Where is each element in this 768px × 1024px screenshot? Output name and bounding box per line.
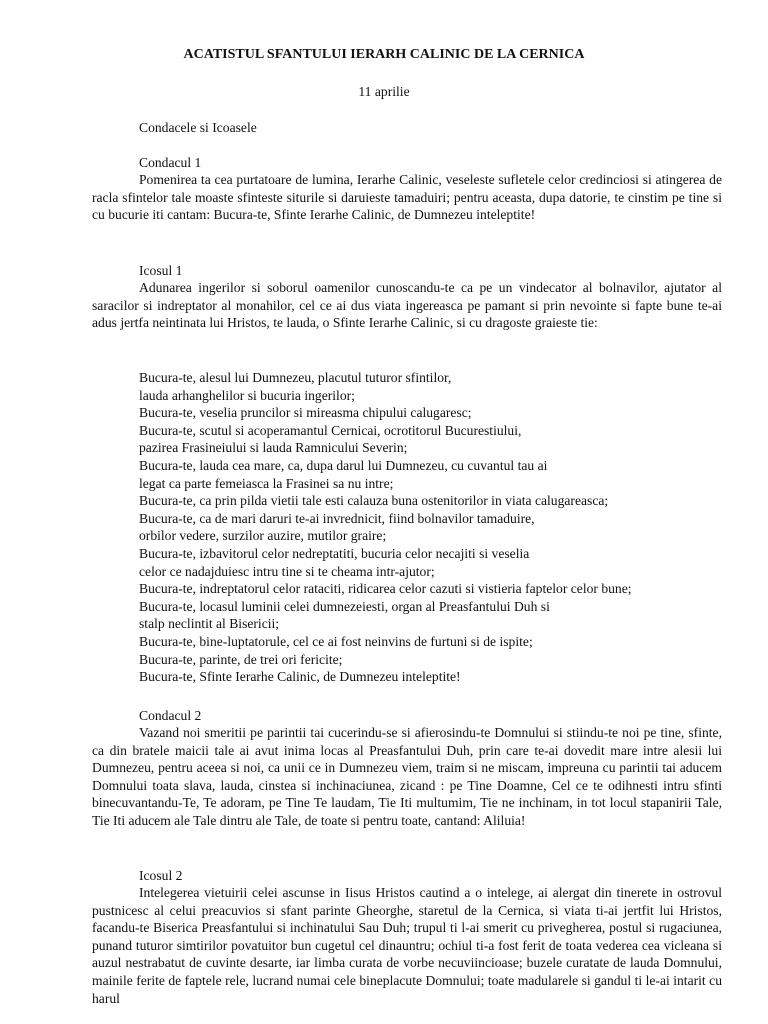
icos1-verses: [139, 369, 632, 686]
icos1-heading: Icosul 1: [139, 263, 183, 278]
verse-line: Bucura-te, indreptatorul celor rataciti, ridicarea celor cazuti si vistieria faptelor celor bune;: [139, 581, 632, 597]
verse-line: Bucura-te, scutul si acoperamantul Cernicai, ocrotitorul Bucurestiului,: [139, 422, 522, 438]
feast-date: 11 aprilie: [358, 84, 410, 99]
verse-line: Bucura-te, alesul lui Dumnezeu, placutul tuturor sfintilor,: [139, 370, 452, 385]
condac2-heading: Condacul 2: [139, 708, 202, 723]
verse-line: Bucura-te, Sfinte Ierarhe Calinic, de Dumnezeu inteleptite!: [139, 669, 461, 685]
verse-line: Bucura-te, lauda cea mare, ca, dupa darul lui Dumnezeu, cu cuvantul tau ai: [139, 457, 548, 473]
icos1-text: Adunarea ingerilor si soborul oamenilor cunoscandu-te ca pe un vindecator al bolnavilor, ajutator al saracilor si indreptator al monahilor, cel ce ai dus viata ingereasca pe pamant si prin nevointe si fapte bune te-ai adus jertfa neintinata lui Hristos, te lauda, o Sfinte Ierarhe Calinic, si cu dragoste graieste tie:: [92, 280, 722, 331]
verse-line: legat ca parte femeiasca la Frasinei sa nu intre;: [139, 475, 394, 491]
verse-line: lauda arhanghelilor si bucuria ingerilor;: [139, 387, 355, 403]
verse-line: celor ce nadajduiesc intru tine si te cheama intr-ajutor;: [139, 563, 435, 579]
document-title: ACATISTUL SFANTULUI IERARH CALINIC DE LA CERNICA: [183, 47, 585, 62]
verse-line: stalp neclintit al Bisericii;: [139, 616, 280, 632]
verse-line: Bucura-te, veselia pruncilor si mireasma chipului calugaresc;: [139, 405, 472, 421]
condac1-heading: Condacul 1: [139, 155, 202, 170]
verse-line: Bucura-te, ca de mari daruri te-ai invrednicit, fiind bolnavilor tamaduire,: [139, 510, 535, 526]
condac2-text: Vazand noi smeritii pe parintii tai cucerindu-se si afierosindu-te Domnului si stiindu-te noi pe tine, sfinte, ca din bratele maicii tale ai avut inima locas al Preasfantului Duh, prin care te-ai dovedit mare intre alesii lui Dumnezeu, pentru aceea si noi, ca unii ce in Dumnezeu viem, traim si ne miscam, impreuna cu parintii tai aducem Domnului toata slava, lauda, cinstea si inchinaciunea, zicand : pe Tine Doamne, Cel ce te odihnesti intru sfinti binecuvantandu-Te, Te adoram, pe Tine Te laudam, Tie Iti multumim, Tie ne inchinam, in tot locul stapanirii Tale, Tie Iti aducem ale Tale dintru ale Tale, de toate si pentru toate, cantand: Aliluia!: [92, 725, 722, 828]
verse-line: pazirea Frasineiului si lauda Ramnicului Severin;: [139, 440, 408, 456]
icos2-heading: Icosul 2: [139, 868, 183, 883]
icos2-text: Intelegerea vietuirii celei ascunse in Iisus Hristos cautind a o intelege, ai alergat din tinerete in ostrovul pustnicesc al celui preacuvios si sfant parinte Gheorghe, staretul de la Cernica, si viata ti-ai jertfit lui Hristos, facandu-te Biserica Preasfantului si inchinatului Sau Duh; trupul ti l-ai smerit cu privegherea, postul si rugaciunea, punand tuturor simtirilor povatuitor bun cugetul cel dinauntru; ochiul ti-a fost ferit de toata vederea cea vicleana si auzul nestrabatut de cuvinte desarte, iar limba curata de vorbe necuviincioase; buzele curatate de lauda Domnului, mainile ferite de faptele rele, lucrand numai cele bineplacute Domnului; toate madularele si gandul ti le-ai intarit cu harul: [92, 885, 722, 1006]
verse-line: orbilor vedere, surzilor auzire, mutilor graire;: [139, 528, 387, 544]
verse-line: Bucura-te, bine-luptatorule, cel ce ai fost neinvins de furtuni si de ispite;: [139, 633, 533, 649]
verse-line: Bucura-te, izbavitorul celor nedreptatiti, bucuria celor necajiti si veselia: [139, 545, 530, 561]
verse-line: Bucura-te, parinte, de trei ori fericite;: [139, 651, 343, 667]
section-heading: Condacele si Icoasele: [139, 120, 257, 135]
verse-line: Bucura-te, locasul luminii celei dumnezeiesti, organ al Preasfantului Duh si: [139, 598, 550, 614]
condac1-text: Pomenirea ta cea purtatoare de lumina, Ierarhe Calinic, veseleste sufletele celor credinciosi si atingerea de racla sfintelor tale moaste sfinteste siturile si daruieste tamaduiri; pentru aceasta, dupa datorie, te cinstim pe tine si cu bucurie iti cantam: Bucura-te, Sfinte Ierarhe Calinic, de Dumnezeu inteleptite!: [92, 172, 722, 223]
verse-line: Bucura-te, ca prin pilda vietii tale esti calauza buna ostenitorilor in viata calugareasca;: [139, 493, 609, 509]
